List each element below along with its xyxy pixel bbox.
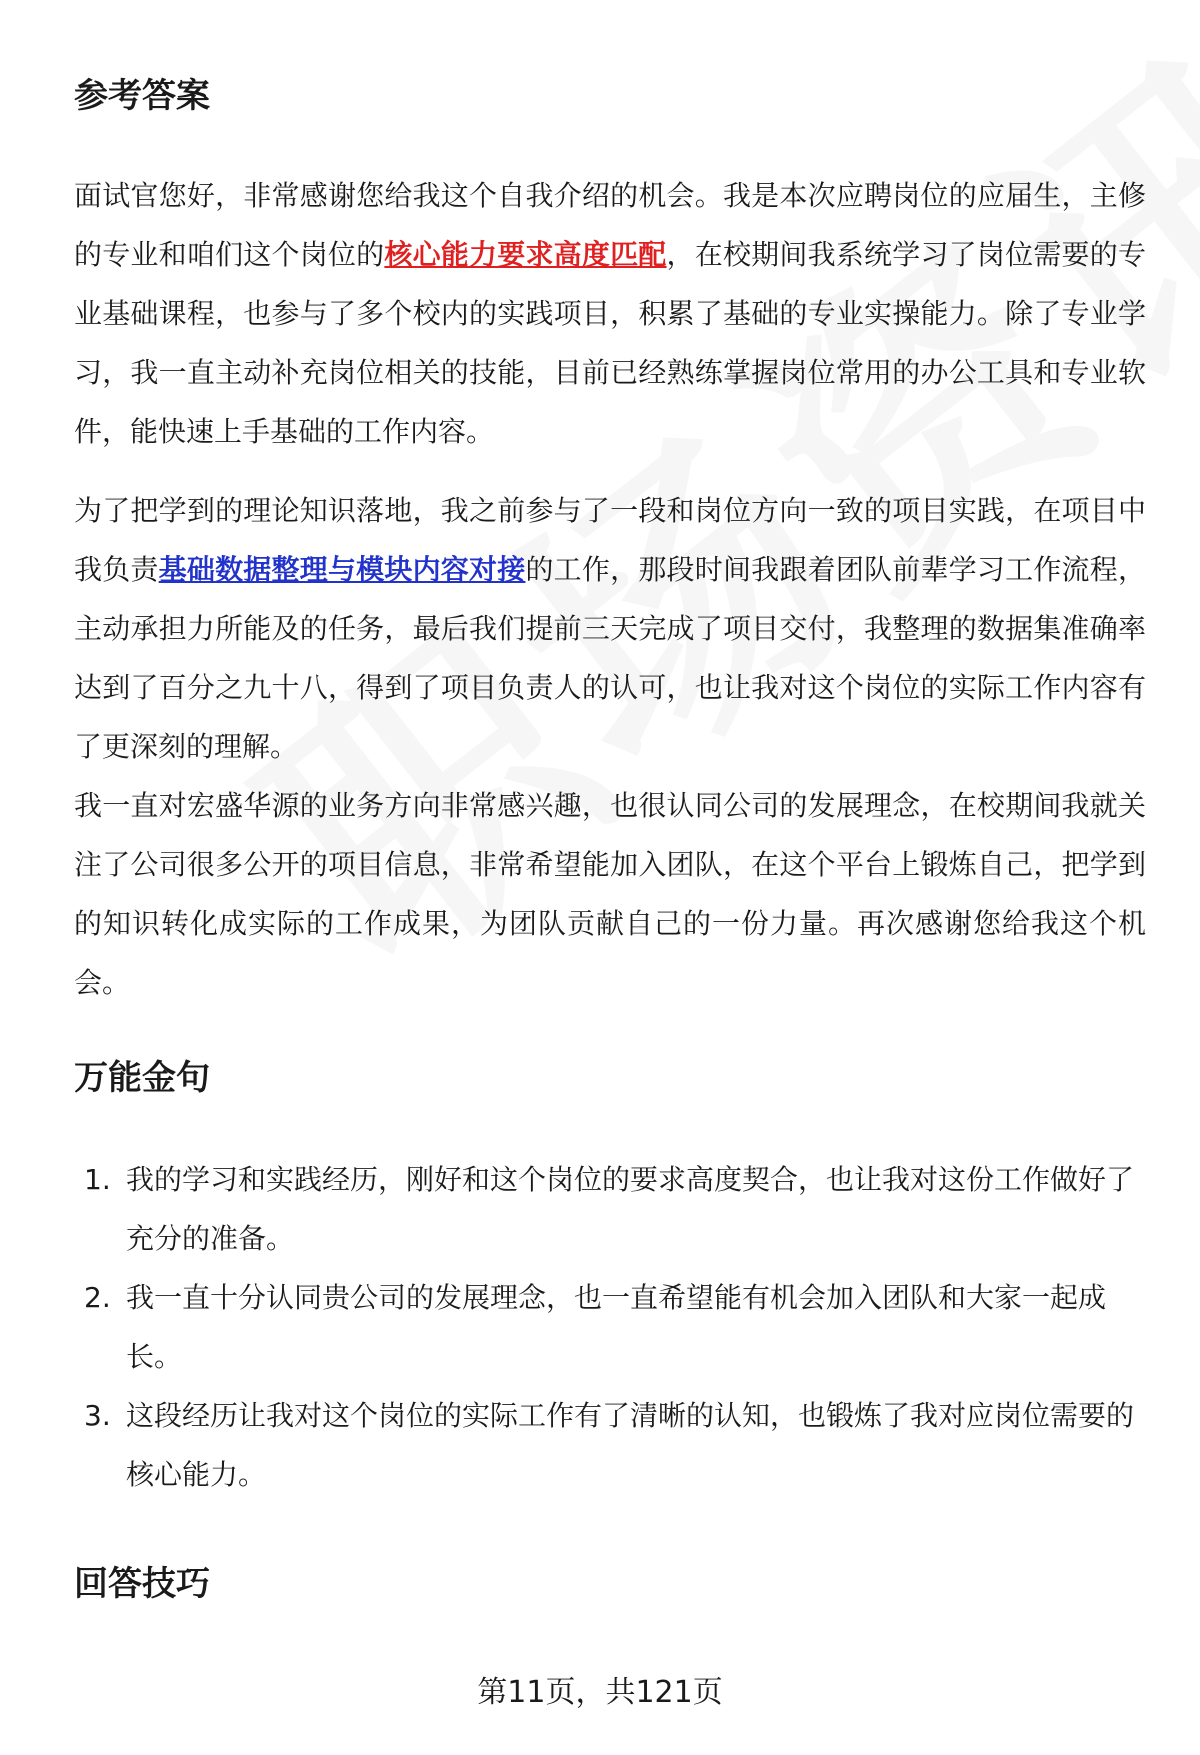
section-title-golden-sentences: 万能金句: [74, 1058, 210, 1098]
section-title-reference-answer: 参考答案: [74, 76, 210, 116]
list-item: [74, 1386, 1146, 1504]
list-item-text: 这段经历让我对这个岗位的实际工作有了清晰的认知，也锻炼了我对应岗位需要的核心能力。: [126, 1399, 1135, 1491]
page-number-footer: 第11页，共121页: [477, 1675, 723, 1710]
paragraph-text: 为了把学到的理论知识落地，我之前参与了一段和岗位方向一致的项目实践，在项目中我负责: [74, 494, 1146, 586]
list-number: 2.: [84, 1281, 111, 1314]
section-title-answer-tips: 回答技巧: [74, 1564, 210, 1604]
paragraph-text: 面试官您好，非常感谢您给我这个自我介绍的机会。我是本次应聘岗位的应届生，主修的专业和咱们这个岗位的: [74, 179, 1146, 271]
list-number: 1.: [84, 1163, 111, 1196]
content-body: [74, 66, 1146, 1614]
list-item-text: 我的学习和实践经历，刚好和这个岗位的要求高度契合，也让我对这份工作做好了充分的准备。: [126, 1163, 1135, 1255]
paragraph-text: 的工作，那段时间我跟着团队前辈学习工作流程，主动承担力所能及的任务，最后我们提前三天完成了项目交付，我整理的数据集准确率达到了百分之九十八，得到了项目负责人的认可，也让我对这个岗位的实际工作内容有了更深刻的理解。: [74, 553, 1146, 763]
list-item: [74, 1150, 1146, 1268]
answer-paragraph-3: 我一直对宏盛华源的业务方向非常感兴趣，也很认同公司的发展理念，在校期间我就关注了公司很多公开的项目信息，非常希望能加入团队，在这个平台上锻炼自己，把学到的知识转化成实际的工作成果，为团队贡献自己的一份力量。再次感谢您给我这个机会。: [74, 789, 1146, 999]
highlight-core-ability: 核心能力要求高度匹配: [384, 238, 667, 271]
golden-sentence-list: [74, 1150, 1146, 1504]
answer-paragraph-1: [74, 166, 1146, 461]
list-item: [74, 1268, 1146, 1386]
paragraph-text: ，在校期间我系统学习了岗位需要的专业基础课程，也参与了多个校内的实践项目，积累了基础的专业实操能力。除了专业学习，我一直主动补充岗位相关的技能，目前已经熟练掌握岗位常用的办公工具和专业软件，能快速上手基础的工作内容。: [74, 238, 1146, 448]
highlight-data-task: 基础数据整理与模块内容对接: [158, 553, 526, 586]
list-number: 3.: [84, 1399, 111, 1432]
list-item-text: 我一直十分认同贵公司的发展理念，也一直希望能有机会加入团队和大家一起成长。: [126, 1281, 1107, 1373]
answer-paragraph-2: [74, 481, 1146, 776]
